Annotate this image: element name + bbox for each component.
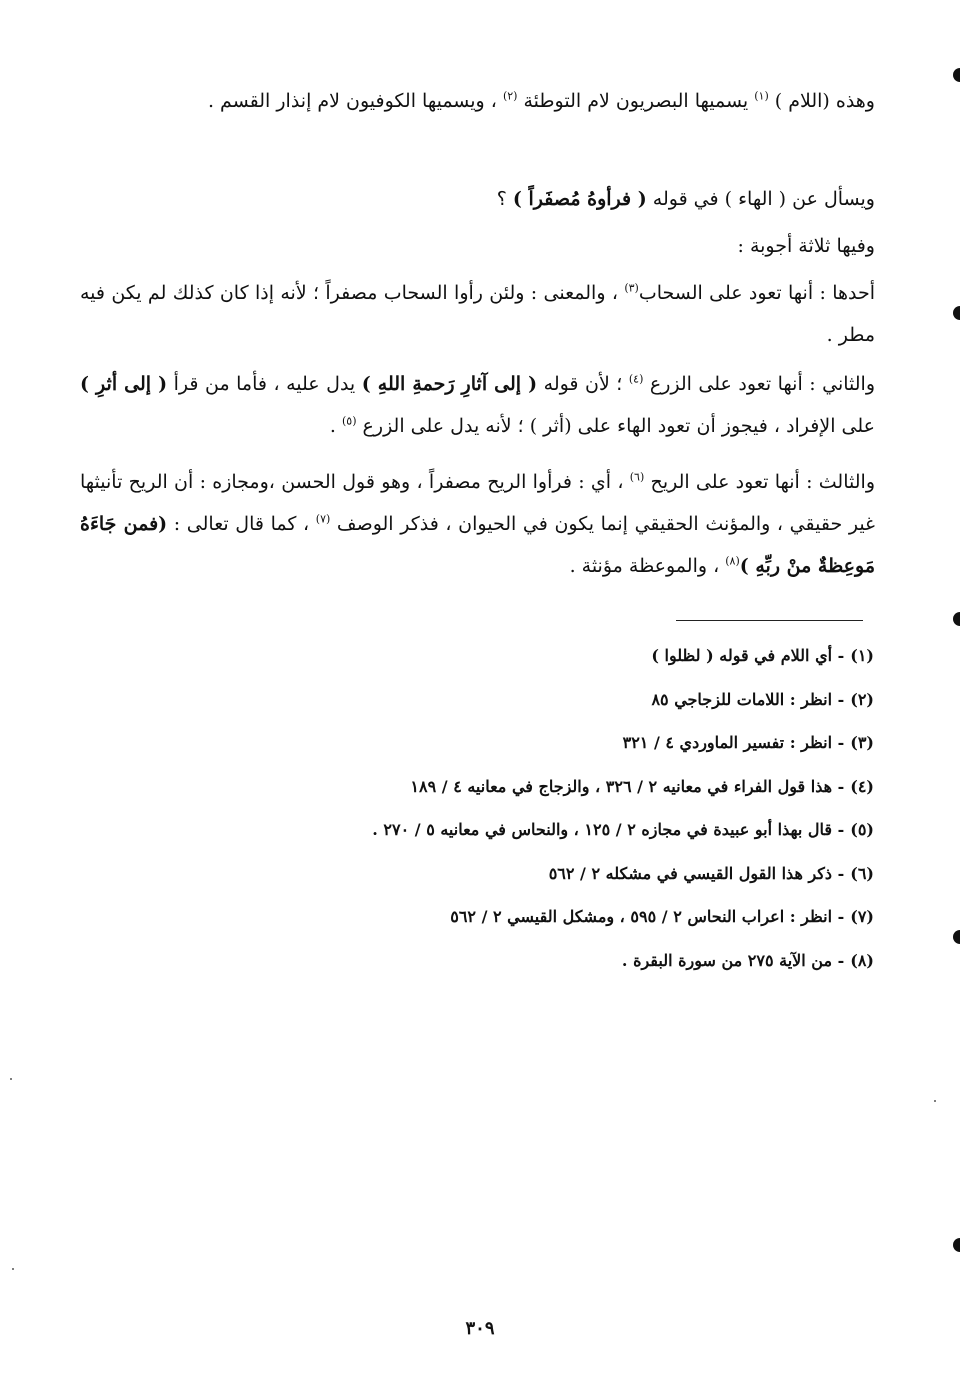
footnote-ref-2: (٢) [502, 89, 518, 103]
text-run: والثاني : أنها تعود على الزرع [643, 373, 876, 395]
text-run: ؟ [496, 188, 513, 210]
footnote-number: (٢) [850, 689, 874, 709]
text-run: . [329, 415, 342, 437]
footnotes-list [154, 636, 874, 984]
text-run: على الإفراد ، فيجوز أن تعود الهاء على (أثر ) ؛ لأنه يدل على الزرع [356, 415, 875, 437]
footnote-item [154, 680, 874, 724]
text-run: ويسأل عن ( الهاء ) في قوله [646, 188, 875, 210]
text-run: والثالث : أنها تعود على الريح [644, 471, 875, 493]
footnote-item [154, 897, 874, 941]
paragraph-question [80, 178, 875, 220]
footnote-number: (٤) [850, 776, 874, 796]
text-run: وهذه (اللام ) [768, 90, 875, 112]
quran-quote: ( إلى آثارِ رَحمةِ اللهِ ) [361, 373, 538, 395]
binding-hole-mark [953, 930, 960, 944]
footnote-number: (٣) [850, 733, 874, 752]
footnote-text: - انظر : اللامات للزجاجي ٨٥ [651, 689, 845, 709]
footnote-ref-6: (٦) [629, 470, 645, 484]
footnote-item [154, 810, 874, 854]
footnote-ref-8: (٨) [725, 554, 740, 568]
paragraph-answers-intro [80, 225, 875, 267]
text-run: ، والمعنى : ولئن رأوا السحاب مصفراً ؛ لأنه إذا كان كذلك لم يكن فيه مطر . [80, 282, 875, 346]
quran-quote: (فمن جَاءَهُ مَوعِظةٌ منْ ربِّهِ ) [80, 513, 875, 577]
text-run: يسميها البصريون لام التوطئة [517, 90, 755, 112]
scan-speck [10, 1078, 12, 1080]
footnote-item [154, 854, 874, 898]
footnote-item [154, 767, 874, 811]
footnote-item [154, 636, 874, 680]
footnote-text: - هذا قول الفراء في معانيه ٢ / ٣٢٦ ، والزجاج في معانيه ٤ / ١٨٩ [410, 776, 845, 796]
footnote-text: - أي اللام في قوله ( لظلوا ) [651, 646, 845, 665]
paragraph-third-answer [80, 461, 875, 587]
footnote-item [154, 723, 874, 767]
footnote-text: - انظر : تفسير الماوردي ٤ / ٣٢١ [622, 733, 845, 752]
text-run: ، ويسميها الكوفيون لام إنذار القسم . [207, 90, 503, 112]
page-number: ٣٠٩ [465, 1318, 495, 1339]
scan-speck [12, 1268, 14, 1270]
footnote-ref-1: (١) [754, 89, 769, 103]
footnote-text: - انظر : اعراب النحاس ٢ / ٥٩٥ ، ومشكل القيسي ٢ / ٥٦٢ [450, 907, 845, 926]
text-run: ، أي : فرأوا الريح مصفراً ، وهو قول الحسن ،ومجازه : أن الريح تأنيثها غير حقيقي ، والمؤنث الحقيقي إنما يكون في الحيوان ، فذكر الوصف [80, 471, 875, 535]
binding-hole-mark [953, 68, 960, 82]
footnote-number: (٨) [850, 950, 874, 970]
footnote-ref-3: (٣) [624, 281, 639, 295]
text-run: ؛ لأن قوله [537, 373, 629, 395]
footnote-text: - قال بهذا أبو عبيدة في مجازه ٢ / ١٢٥ ، والنحاس في معانيه ٥ / ٢٧٠ . [372, 820, 845, 839]
footnote-separator [676, 620, 863, 621]
binding-hole-mark [953, 306, 960, 320]
footnote-number: (٦) [850, 863, 874, 883]
paragraph-lam-intro [80, 80, 875, 122]
footnote-number: (٧) [850, 907, 874, 926]
text-run: أحدها : أنها تعود على السحاب [638, 282, 875, 304]
text-run: يدل عليه ، فأما من قرأ [167, 373, 362, 395]
footnote-number: (١) [850, 646, 874, 665]
footnote-number: (٥) [850, 820, 874, 839]
footnote-ref-4: (٤) [628, 372, 644, 386]
text-run: وفيها ثلاثة أجوبة : [737, 235, 875, 257]
text-run: ، كما قال تعالى : [167, 513, 316, 535]
footnote-text: - من الآية ٢٧٥ من سورة البقرة . [621, 950, 845, 970]
paragraph-first-answer [80, 272, 875, 356]
footnote-text: - ذكر هذا القول القيسي في مشكله ٢ / ٥٦٢ [548, 863, 845, 883]
text-run: ، والموعظة مؤنثة . [569, 555, 726, 577]
quran-quote: ( إلى أثرِ ) [80, 373, 168, 395]
binding-hole-mark [953, 612, 960, 626]
footnote-ref-7: (٧) [315, 512, 331, 526]
quran-quote: ( فرأوهُ مُصفَراً ) [512, 188, 647, 210]
footnote-ref-5: (٥) [342, 414, 357, 428]
scan-speck [934, 1100, 936, 1102]
footnote-item [154, 941, 874, 985]
paragraph-second-answer [80, 363, 875, 447]
binding-hole-mark [953, 1238, 960, 1252]
